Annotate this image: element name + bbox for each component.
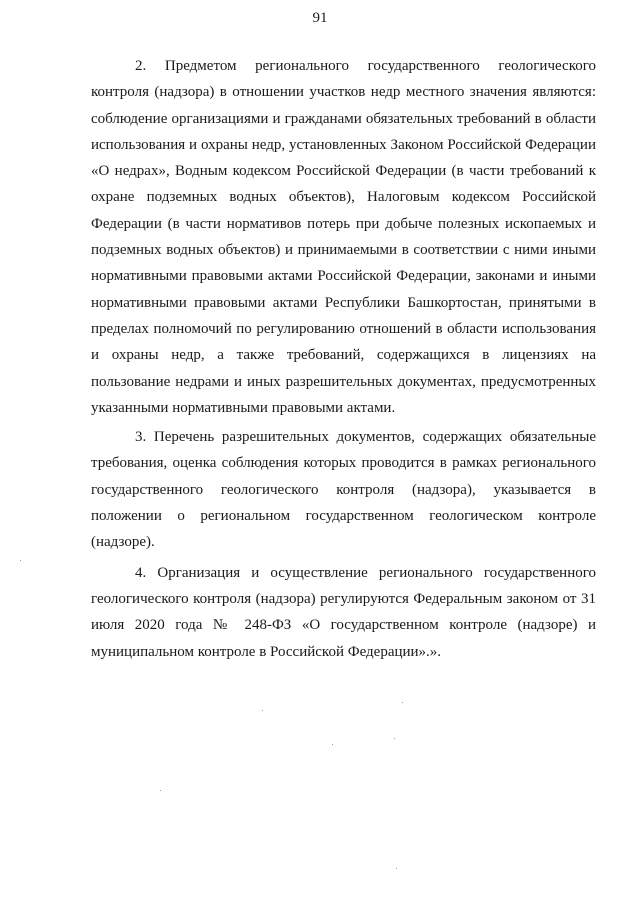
scan-speck — [394, 738, 395, 739]
scan-speck — [332, 744, 333, 745]
paragraph-4: 4. Организация и осуществление регионального государственного геологического контроля (надзора) регулируются Федеральным законом от 31 июля 2020 года № 248-ФЗ «О государственном контроле (надзоре) и муниципальном контроле в Российской Федерации».». — [91, 564, 596, 660]
scan-speck — [20, 560, 21, 561]
scan-speck — [396, 868, 397, 869]
document-body — [91, 53, 596, 665]
page-number: 91 — [312, 10, 328, 26]
paragraph-2: 2. Предметом регионального государственного геологического контроля (надзора) в отношении участков недр местного значения являются: соблюдение организациями и гражданами обязательных требований в области использования и охраны недр, установленных Законом Российской Федерации «О недрах», Водным кодексом Российской Федерации (в части требований к охране подземных водных объектов), Налоговым кодексом Российской Федерации (в части нормативов потерь при добыче полезных ископаемых и подземных водных объектов) и принимаемыми в соответствии с ними иными нормативными правовыми актами Российской Федерации, законами и иными нормативными правовыми актами Республики Башкортостан, принятыми в пределах полномочий по регулированию отношений в области использования и охраны недр, а также требований, содержащихся в лицензиях на пользование недрами и иных разрешительных документах, предусмотренных указанными нормативными правовыми актами. — [91, 58, 596, 416]
scan-speck — [402, 702, 403, 703]
paragraph-3: 3. Перечень разрешительных документов, содержащих обязательные требования, оценка соблюдения которых проводится в рамках регионального государственного геологического контроля (надзора), указывается в положении о региональном государственном геологическом контроле (надзоре). — [91, 429, 596, 551]
scan-speck — [262, 710, 263, 711]
scan-speck — [160, 790, 161, 791]
